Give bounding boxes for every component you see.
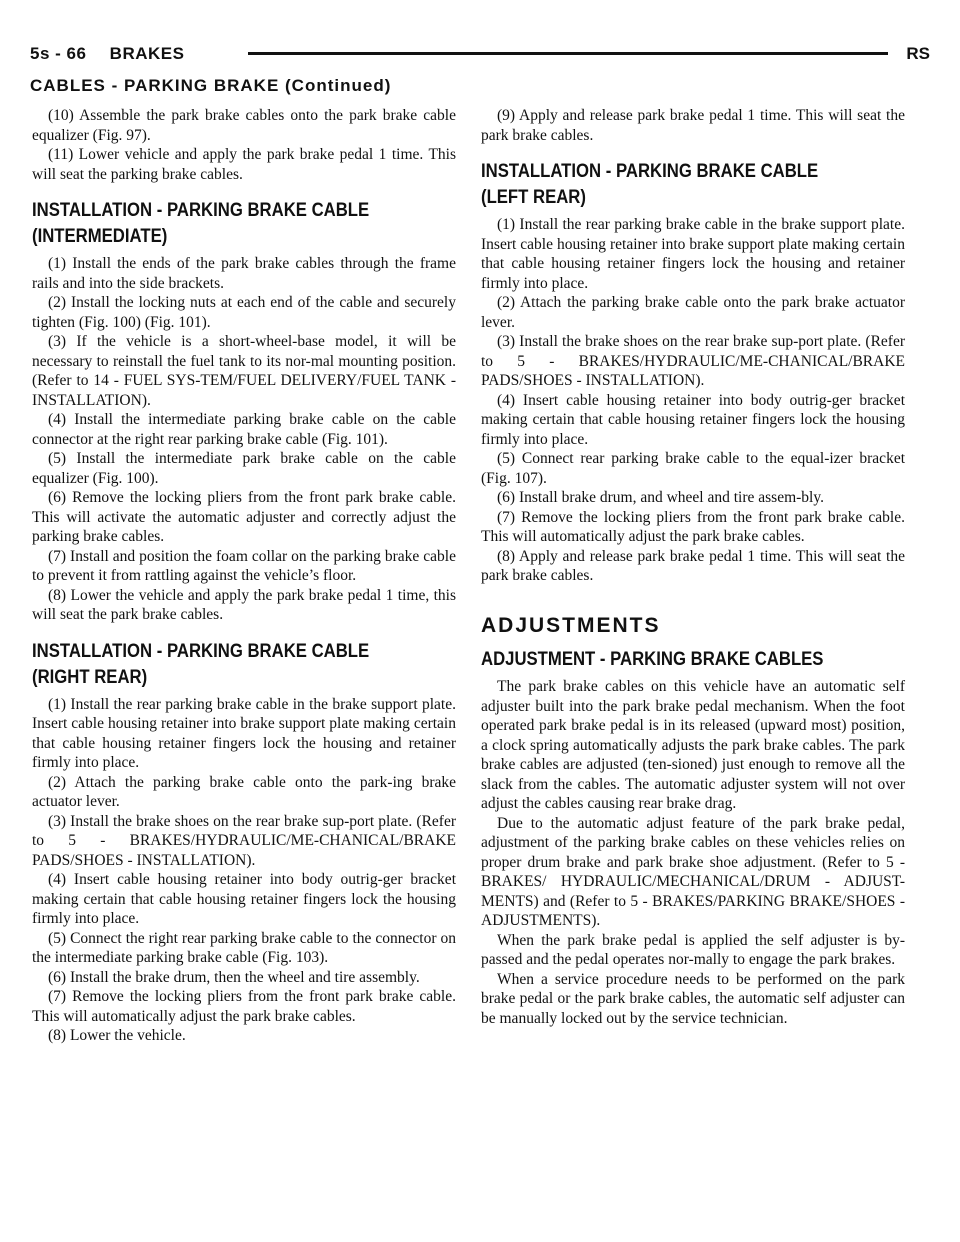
right-column bbox=[481, 106, 905, 1028]
step-paragraph: (8) Apply and release park brake pedal 1 time. This will seat the park brake cables. bbox=[481, 547, 905, 584]
step-paragraph: (11) Lower vehicle and apply the park brake pedal 1 time. This will seat the parking brake cables. bbox=[32, 146, 456, 183]
step-paragraph: (10) Assemble the park brake cables onto the park brake cable equalizer (Fig. 97). bbox=[32, 107, 456, 144]
step-paragraph: (6) Remove the locking pliers from the front park brake cable. This will activate the automatic adjuster and correctly adjust the parking brake cables. bbox=[32, 489, 456, 545]
heading-line: INSTALLATION - PARKING BRAKE CABLE bbox=[32, 200, 370, 221]
step-paragraph: (2) Install the locking nuts at each end of the cable and securely tighten (Fig. 100) (Fig. 101). bbox=[32, 294, 456, 331]
heading-left-rear bbox=[481, 159, 854, 211]
step-paragraph: (2) Attach the parking brake cable onto the park brake actuator lever. bbox=[481, 294, 905, 331]
heading-adjustment-cables: ADJUSTMENT - PARKING BRAKE CABLES bbox=[481, 649, 824, 670]
step-paragraph: (4) Install the intermediate parking brake cable on the cable connector at the right rear parking brake cable (Fig. 101). bbox=[32, 411, 456, 448]
heading-line: INSTALLATION - PARKING BRAKE CABLE bbox=[481, 161, 819, 182]
step-paragraph: (5) Connect rear parking brake cable to the equal-izer bracket (Fig. 107). bbox=[481, 450, 905, 487]
step-paragraph: (9) Apply and release park brake pedal 1 time. This will seat the park brake cables. bbox=[481, 107, 905, 144]
heading-line: (INTERMEDIATE) bbox=[32, 226, 168, 247]
step-paragraph: (3) Install the brake shoes on the rear brake sup-port plate. (Refer to 5 - BRAKES/HYDRAULIC/ME-CHANICAL/BRAKE PADS/SHOES - INSTALLATION). bbox=[481, 333, 905, 389]
step-paragraph: (4) Insert cable housing retainer into body outrig-ger bracket making certain that cable housing retainer fingers lock the housing firmly into place. bbox=[32, 871, 456, 927]
step-paragraph: (3) If the vehicle is a short-wheel-base model, it will be necessary to reinstall the fuel tank to its nor-mal mounting position. (Refer to 14 - FUEL SYS-TEM/FUEL DELIVERY/FUEL TANK - INSTALLATION). bbox=[32, 333, 456, 409]
step-paragraph: (2) Attach the parking brake cable onto the park-ing brake actuator lever. bbox=[32, 773, 456, 810]
step-paragraph: (6) Install brake drum, and wheel and tire assem-bly. bbox=[497, 489, 824, 506]
step-paragraph: (6) Install the brake drum, then the wheel and tire assembly. bbox=[48, 968, 420, 986]
step-paragraph: (8) Lower the vehicle and apply the park brake pedal 1 time, this will seat the park brake cables. bbox=[32, 586, 456, 623]
body-paragraph: Due to the automatic adjust feature of the park brake pedal, adjustment of the parking brake cables on these vehicles relies on proper drum brake and park brake shoe adjustment. (Refer to 5 - BRAKES/ HYDRAULIC/MECHANICAL/DRUM - ADJUST-MENTS) and (Refer to 5 - BRAKES/PARKING BRAKE/SHOES - ADJUSTMENTS). bbox=[481, 814, 905, 929]
step-paragraph: (5) Install the intermediate park brake cable on the cable equalizer (Fig. 100). bbox=[32, 450, 456, 487]
heading-line: (RIGHT REAR) bbox=[32, 666, 148, 688]
section-heading-adjustments: ADJUSTMENTS bbox=[481, 613, 661, 637]
body-paragraph: The park brake cables on this vehicle have an automatic self adjuster built into the park brake pedal mechanism. When the foot operated park brake pedal is in its released (upward most) position, a clock spring automatically adjusts the park brake cables. The park brake cables are adjusted (ten-sioned) just enough to remove all the slack from the cables. The automatic adjuster system will not over adjust the cables causing rear brake drag. bbox=[481, 678, 905, 812]
manual-code: RS bbox=[906, 44, 930, 63]
section-title: BRAKES bbox=[109, 44, 185, 63]
heading-line: (LEFT REAR) bbox=[481, 187, 586, 208]
header-left bbox=[30, 44, 184, 64]
body-paragraph: When a service procedure needs to be performed on the park brake pedal or the park brake cables, the automatic self adjuster can be manually locked out by the service technician. bbox=[481, 970, 905, 1027]
step-paragraph: (5) Connect the right rear parking brake cable to the connector on the intermediate parking brake cable (Fig. 103). bbox=[32, 929, 456, 966]
step-paragraph: (8) Lower the vehicle. bbox=[48, 1027, 186, 1044]
header-rule bbox=[248, 52, 888, 55]
heading-line: INSTALLATION - PARKING BRAKE CABLE bbox=[32, 640, 370, 662]
step-paragraph: (7) Remove the locking pliers from the front park brake cable. This will automatically adjust the park brake cables. bbox=[481, 508, 905, 545]
step-paragraph: (7) Remove the locking pliers from the front park brake cable. This will automatically adjust the park brake cables. bbox=[32, 988, 456, 1025]
step-paragraph: (1) Install the rear parking brake cable in the brake support plate. Insert cable housing retainer into brake support plate making certain that cable housing retainer fingers lock the housing and retainer firmly into place. bbox=[481, 216, 905, 292]
step-paragraph: (3) Install the brake shoes on the rear brake sup-port plate. (Refer to 5 - BRAKES/HYDRAULIC/ME-CHANICAL/BRAKE PADS/SHOES - INSTALLATION). bbox=[32, 812, 456, 869]
step-paragraph: (4) Insert cable housing retainer into body outrig-ger bracket making certain that cable housing retainer fingers lock the housing firmly into place. bbox=[481, 391, 905, 448]
page-header bbox=[30, 44, 930, 74]
heading-right-rear bbox=[32, 639, 405, 691]
body-paragraph: When the park brake pedal is applied the self adjuster is by-passed and the pedal operates nor-mally to engage the park brakes. bbox=[481, 931, 905, 968]
heading-intermediate bbox=[32, 198, 405, 250]
page-number: 5s - 66 bbox=[30, 44, 87, 63]
step-paragraph: (1) Install the ends of the park brake cables through the frame rails and into the side brackets. bbox=[32, 255, 456, 292]
continued-heading: CABLES - PARKING BRAKE (Continued) bbox=[30, 76, 392, 95]
step-paragraph: (7) Install and position the foam collar on the parking brake cable to prevent it from rattling against the vehicle’s floor. bbox=[32, 547, 456, 584]
left-column bbox=[32, 106, 456, 1046]
step-paragraph: (1) Install the rear parking brake cable in the brake support plate. Insert cable housing retainer into brake support plate making certain that cable housing retainer fingers lock the housing and retainer firmly into place. bbox=[32, 695, 456, 771]
